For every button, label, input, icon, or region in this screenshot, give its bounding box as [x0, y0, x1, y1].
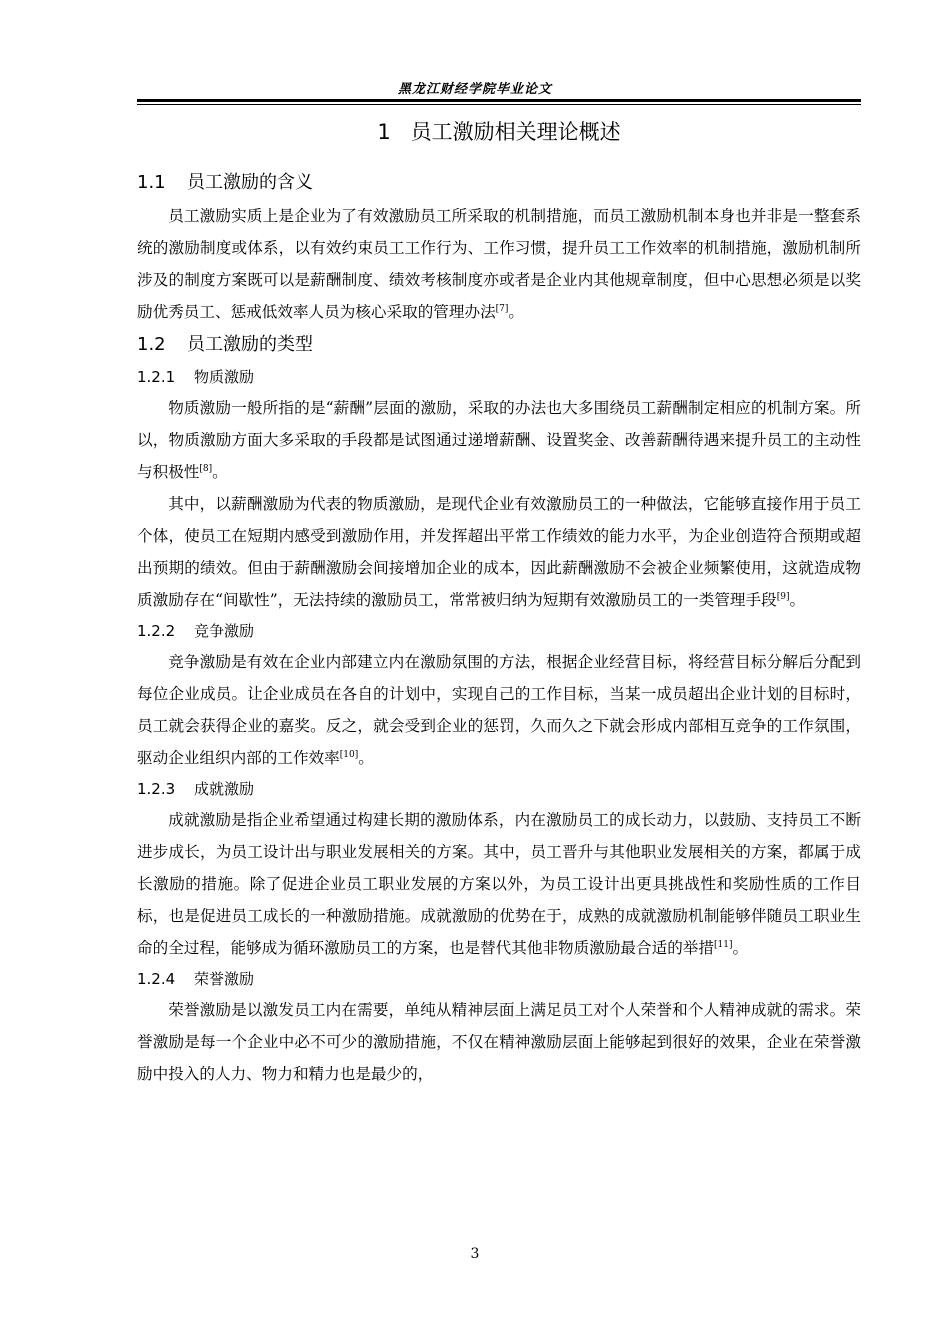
section-title: 员工激励的含义 — [187, 172, 313, 193]
subsection-heading-1-2-3 — [137, 774, 861, 804]
chapter-title-text: 员工激励相关理论概述 — [410, 120, 621, 144]
paragraph-text: 其中，以薪酬激励为代表的物质激励，是现代企业有效激励员工的一种做法，它能够直接作用于员工个体，使员工在短期内感受到激励作用，并发挥超出平常工作绩效的能力水平，为企业创造符合预期或超出预期的绩效。但由于薪酬激励会间接增加企业的成本，因此薪酬激励不会被企业频繁使用，这就造成物质激励存在“间歇性”，无法持续的激励员工，常常被归纳为短期有效激励员工的一类管理手段 — [137, 495, 861, 609]
header-rule-thick — [137, 99, 861, 102]
running-header: 黑龙江财经学院毕业论文 — [397, 82, 552, 97]
paragraph-end: 。 — [508, 303, 525, 321]
section-title: 员工激励的类型 — [187, 334, 313, 355]
subsection-title: 物质激励 — [194, 368, 255, 386]
paragraph-1-2-3-a — [137, 804, 861, 964]
subsection-title: 竞争激励 — [194, 622, 255, 640]
page-number: 3 — [470, 1246, 480, 1262]
citation-ref: [7] — [495, 303, 509, 314]
subsection-heading-1-2-1 — [137, 362, 861, 392]
citation-ref: [10] — [339, 749, 359, 760]
citation-ref: [9] — [776, 591, 790, 602]
section-heading-1-1 — [137, 166, 861, 200]
chapter-number: 1 — [377, 120, 391, 144]
paragraph-text: 物质激励一般所指的是“薪酬”层面的激励，采取的办法也大多围绕员工薪酬制定相应的机制方案。所以，物质激励方面大多采取的手段都是试图通过递增薪酬、设置奖金、改善薪酬待遇来提升员工的主动性与积极性 — [137, 399, 861, 481]
paragraph-text: 成就激励是指企业希望通过构建长期的激励体系，内在激励员工的成长动力，以鼓励、支持员工不断进步成长，为员工设计出与职业发展相关的方案。其中，员工晋升与其他职业发展相关的方案，都属于成长激励的措施。除了促进企业员工职业发展的方案以外，为员工设计出更具挑战性和奖励性质的工作目标，也是促进员工成长的一种激励措施。成就激励的优势在于，成熟的成就激励机制能够伴随员工职业生命的全过程，能够成为循环激励员工的方案，也是替代其他非物质激励最合适的举措 — [137, 811, 861, 957]
subsection-heading-1-2-4 — [137, 964, 861, 994]
subsection-title: 荣誉激励 — [194, 970, 255, 988]
paragraph-1-2-1-a — [137, 392, 861, 488]
paragraph-text: 荣誉激励是以激发员工内在需要，单纯从精神层面上满足员工对个人荣誉和个人精神成就的需求。荣誉激励是每一个企业中必不可少的激励措施，不仅在精神激励层面上能够起到很好的效果，企业在荣誉激励中投入的人力、物力和精力也是最少的， — [137, 1001, 861, 1083]
paragraph-end: 。 — [732, 939, 749, 957]
citation-ref: [11] — [713, 939, 733, 950]
subsection-number: 1.2.3 — [137, 780, 176, 798]
citation-ref: [8] — [199, 463, 213, 474]
paragraph-text: 竞争激励是有效在企业内部建立内在激励氛围的方法，根据企业经营目标，将经营目标分解后分配到每位企业成员。让企业成员在各自的计划中，实现自己的工作目标，当某一成员超出企业计划的目标时，员工就会获得企业的嘉奖。反之，就会受到企业的惩罚，久而久之下就会形成内部相互竞争的工作氛围，驱动企业组织内部的工作效率 — [137, 653, 861, 767]
paragraph-end: 。 — [212, 463, 228, 481]
chapter-title — [137, 112, 861, 152]
paragraph-end: 。 — [789, 591, 806, 609]
page-body — [137, 112, 861, 1090]
paragraph-end: 。 — [358, 749, 374, 767]
subsection-title: 成就激励 — [194, 780, 255, 798]
subsection-heading-1-2-2 — [137, 616, 861, 646]
paragraph-1-2-4-a — [137, 994, 861, 1090]
section-heading-1-2 — [137, 328, 861, 362]
subsection-number: 1.2.4 — [137, 970, 176, 988]
paragraph-1-1-a — [137, 200, 861, 328]
paragraph-1-2-2-a — [137, 646, 861, 774]
subsection-number: 1.2.1 — [137, 368, 176, 386]
paragraph-text: 员工激励实质上是企业为了有效激励员工所采取的机制措施，而员工激励机制本身也并非是一整套系统的激励制度或体系，以有效约束员工工作行为、工作习惯，提升员工工作效率的机制措施，激励机制所涉及的制度方案既可以是薪酬制度、绩效考核制度亦或者是企业内其他规章制度，但中心思想必须是以奖励优秀员工、惩戒低效率人员为核心采取的管理办法 — [137, 207, 861, 321]
header-rule-thin — [137, 104, 861, 105]
paragraph-1-2-1-b — [137, 488, 861, 616]
subsection-number: 1.2.2 — [137, 622, 176, 640]
section-number: 1.1 — [137, 172, 166, 193]
section-number: 1.2 — [137, 334, 166, 355]
